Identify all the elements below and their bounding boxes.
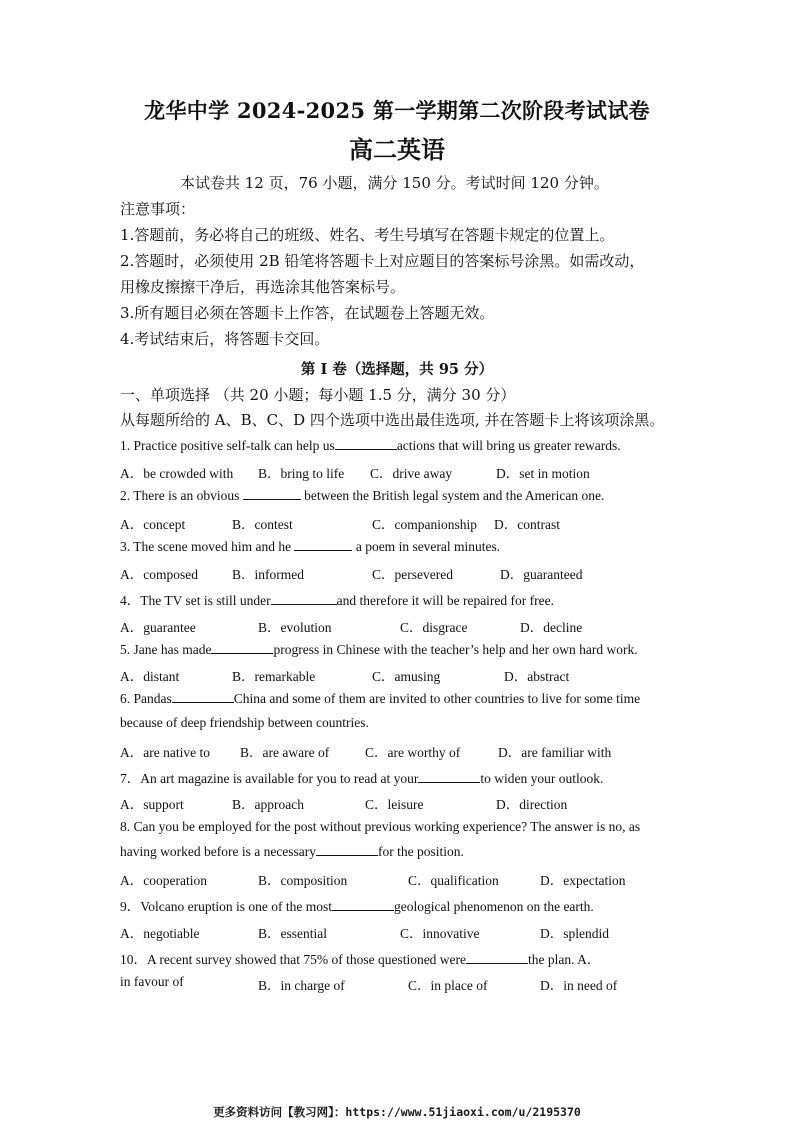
notice-item: 1.答题前，务必将自己的班级、姓名、考生号填写在答题卡规定的位置上。	[120, 226, 615, 244]
option-d: D．decline	[520, 620, 583, 635]
answer-blank	[211, 641, 273, 654]
option-c: C．innovative	[400, 926, 480, 941]
option-a: A．cooperation	[120, 873, 207, 888]
option-a: A．support	[120, 797, 184, 812]
question-9-stem: 9．Volcano eruption is one of the most geological phenomenon on the earth.	[120, 899, 594, 914]
option-c: C．drive away	[370, 466, 453, 481]
question-4-stem: 4．The TV set is still under and therefore it will be repaired for free.	[120, 593, 555, 608]
question-2-options	[120, 513, 680, 531]
part-instruction: 从每题所给的 A、B、C、D 四个选项中选出最佳选项, 并在答题卡上将该项涂黑。	[120, 411, 665, 429]
option-c: C．disgrace	[400, 620, 468, 635]
exam-summary: 本试卷共 12 页，76 小题，满分 150 分。考试时间 120 分钟。	[180, 174, 609, 192]
notice-item: 3.所有题目必须在答题卡上作答，在试题卷上答题无效。	[120, 304, 495, 322]
option-c: C．amusing	[372, 669, 441, 684]
option-a: A．composed	[120, 567, 198, 582]
option-b: B．in charge of	[258, 978, 345, 993]
option-d: D．abstract	[504, 669, 570, 684]
option-b: B．are aware of	[240, 745, 330, 760]
option-d: D．in need of	[540, 978, 618, 993]
answer-blank	[332, 898, 394, 911]
option-a: A．negotiable	[120, 926, 200, 941]
notice-item: 4.考试结束后，将答题卡交回。	[120, 330, 330, 348]
option-c: C．in place of	[408, 978, 488, 993]
question-9-options	[120, 922, 680, 940]
answer-blank	[172, 690, 234, 703]
option-a: A．concept	[120, 517, 186, 532]
question-10-stem: 10．A recent survey showed that 75% of those questioned were the plan. A．	[120, 952, 601, 967]
option-b: B．bring to life	[258, 466, 345, 481]
option-d: D．contrast	[494, 517, 560, 532]
notice-title: 注意事项：	[120, 200, 196, 218]
question-8-options	[120, 869, 680, 887]
notice-item: 用橡皮擦擦干净后，再选涂其他答案标号。	[120, 278, 406, 296]
exam-subject: 高二英语	[349, 135, 445, 164]
option-a: A．guarantee	[120, 620, 196, 635]
answer-blank	[294, 538, 352, 551]
question-10-options	[120, 974, 680, 992]
option-d: D．expectation	[540, 873, 626, 888]
answer-blank	[271, 592, 337, 605]
option-c: C．leisure	[365, 797, 424, 812]
question-7-options	[120, 793, 680, 811]
exam-title: 龙华中学 2024-2025 第一学期第二次阶段考试试卷	[144, 98, 650, 123]
question-8-stem: 8. Can you be employed for the post without previous working experience? The answer is no, as	[120, 819, 641, 834]
answer-blank	[316, 843, 378, 856]
question-1-stem: 1. Practice positive self-talk can help us actions that will bring us greater rewards.	[120, 438, 621, 453]
question-1-options	[120, 462, 680, 480]
question-4-options	[120, 616, 680, 634]
question-6-stem: 6. Pandas China and some of them are invited to other countries to live for some time	[120, 691, 641, 706]
question-3-stem: 3. The scene moved him and he a poem in several minutes.	[120, 539, 501, 554]
option-b: B．informed	[232, 567, 304, 582]
question-6-options	[120, 741, 680, 759]
option-a: A．are native to	[120, 745, 210, 760]
option-c: C．companionship	[372, 517, 477, 532]
question-7-stem: 7．An art magazine is available for you to read at your to widen your outlook.	[120, 771, 604, 786]
part-title: 一、单项选择 （共 20 小题；每小题 1.5 分，满分 30 分）	[120, 386, 516, 404]
question-8-stem-continued: having worked before is a necessary for the position.	[120, 844, 464, 859]
option-c: C．are worthy of	[365, 745, 461, 760]
option-b: B．contest	[232, 517, 293, 532]
option-b: B．remarkable	[232, 669, 316, 684]
option-a: A．distant	[120, 669, 180, 684]
option-b: B．evolution	[258, 620, 332, 635]
option-b: B．essential	[258, 926, 327, 941]
answer-blank	[335, 437, 397, 450]
question-5-options	[120, 665, 680, 683]
question-2-stem: 2. There is an obvious between the British legal system and the American one.	[120, 488, 605, 503]
question-3-options	[120, 563, 680, 581]
notice-item: 2.答题时，必须使用 2B 铅笔将答题卡上对应题目的答案标号涂黑。如需改动，	[120, 252, 645, 270]
answer-blank	[418, 770, 480, 783]
question-5-stem: 5. Jane has made progress in Chinese with the teacher’s help and her own hard work.	[120, 642, 638, 657]
option-c: C．qualification	[408, 873, 499, 888]
question-6-stem-continued: because of deep friendship between countries.	[120, 715, 369, 730]
option-a: A．be crowded with	[120, 466, 234, 481]
option-c: C．persevered	[372, 567, 453, 582]
volume-title: 第 I 卷（选择题，共 95 分）	[300, 361, 494, 378]
answer-blank	[243, 487, 301, 500]
option-b: B．composition	[258, 873, 348, 888]
option-b: B．approach	[232, 797, 304, 812]
option-d: D．are familiar with	[498, 745, 612, 760]
option-d: D．splendid	[540, 926, 609, 941]
option-d: D．guaranteed	[500, 567, 583, 582]
option-d: D．direction	[496, 797, 568, 812]
option-a: in favour of	[120, 974, 184, 989]
option-d: D．set in motion	[496, 466, 590, 481]
answer-blank	[466, 951, 528, 964]
footer-source-link[interactable]: 更多资料访问【教习网】：https://www.51jiaoxi.com/u/2195370	[213, 1105, 581, 1119]
